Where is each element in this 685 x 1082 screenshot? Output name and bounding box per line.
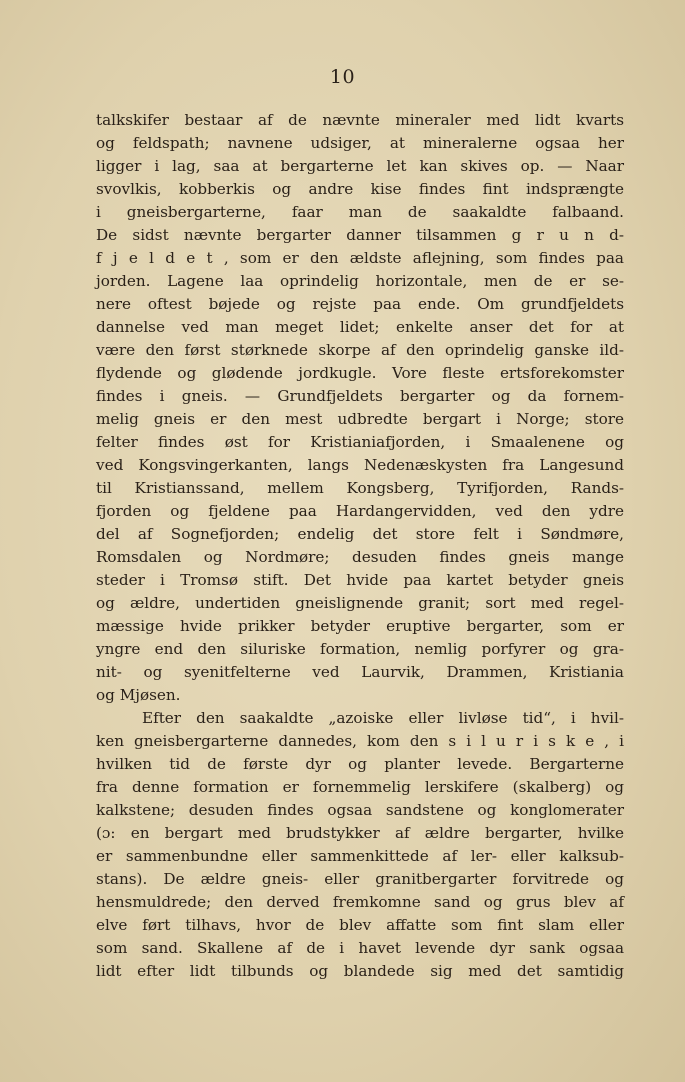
text-line: til Kristianssand, mellem Kongsberg, Tyrifjorden, Rands- bbox=[96, 479, 624, 497]
text-line: mæssige hvide prikker betyder eruptive bergarter, som er bbox=[96, 617, 624, 635]
text-line: lidt efter lidt tilbunds og blandede sig med det samtidig bbox=[96, 962, 624, 980]
text-line: er sammenbundne eller sammenkittede af ler- eller kalksub- bbox=[96, 847, 624, 865]
page-number: 10 bbox=[329, 66, 356, 88]
text-line: De sidst nævnte bergarter danner tilsammen g r u n d- bbox=[96, 226, 624, 244]
text-line: melig gneis er den mest udbredte bergart i Norge; store bbox=[96, 410, 624, 428]
text-line: og ældre, undertiden gneislignende granit; sort med regel- bbox=[96, 594, 624, 612]
text-line: jorden. Lagene laa oprindelig horizontale, men de er se- bbox=[96, 272, 624, 290]
text-line: del af Sognefjorden; endelig det store felt i Søndmøre, bbox=[96, 525, 624, 543]
text-line: dannelse ved man meget lidet; enkelte anser det for at bbox=[96, 318, 624, 336]
text-line: i gneisbergarterne, faar man de saakaldte falbaand. bbox=[96, 203, 624, 221]
text-line: ved Kongsvingerkanten, langs Nedenæskysten fra Langesund bbox=[96, 456, 624, 474]
text-line: ken gneisbergarterne dannedes, kom den s i l u r i s k e , i bbox=[96, 732, 624, 750]
body-text bbox=[96, 109, 624, 983]
text-line: talkskifer bestaar af de nævnte mineraler med lidt kvarts bbox=[96, 111, 624, 129]
text-line: ligger i lag, saa at bergarterne let kan skives op. — Naar bbox=[96, 157, 624, 175]
text-line: Efter den saakaldte „azoiske eller livløse tid“, i hvil- bbox=[142, 709, 624, 727]
text-line: felter findes øst for Kristianiafjorden, i Smaalenene og bbox=[96, 433, 624, 451]
text-line: findes i gneis. — Grundfjeldets bergarter og da fornem- bbox=[96, 387, 624, 405]
text-line: nere oftest bøjede og rejste paa ende. Om grundfjeldets bbox=[96, 295, 624, 313]
paragraph bbox=[96, 707, 624, 983]
text-line: som sand. Skallene af de i havet levende dyr sank ogsaa bbox=[96, 939, 624, 957]
text-line: flydende og glødende jordkugle. Vore fleste ertsforekomster bbox=[96, 364, 624, 382]
text-line: (ɔ: en bergart med brudstykker af ældre bergarter, hvilke bbox=[96, 824, 624, 842]
text-line: hensmuldrede; den derved fremkomne sand og grus blev af bbox=[96, 893, 624, 911]
text-line: nit- og syenitfelterne ved Laurvik, Drammen, Kristiania bbox=[96, 663, 624, 681]
text-line: hvilken tid de første dyr og planter levede. Bergarterne bbox=[96, 755, 624, 773]
text-line: elve ført tilhavs, hvor de blev affatte som fint slam eller bbox=[96, 916, 624, 934]
text-line: svovlkis, kobberkis og andre kise findes fint indsprængte bbox=[96, 180, 624, 198]
text-line: fra denne formation er fornemmelig lerskifere (skalberg) og bbox=[96, 778, 624, 796]
paragraph bbox=[96, 109, 624, 707]
text-line: stans). De ældre gneis- eller granitbergarter forvitrede og bbox=[96, 870, 624, 888]
text-line: steder i Tromsø stift. Det hvide paa kartet betyder gneis bbox=[96, 571, 624, 589]
text-line: og feldspath; navnene udsiger, at mineralerne ogsaa her bbox=[96, 134, 624, 152]
text-line: kalkstene; desuden findes ogsaa sandstene og konglomerater bbox=[96, 801, 624, 819]
text-line: f j e l d e t , som er den ældste aflejning, som findes paa bbox=[96, 249, 624, 267]
text-line: yngre end den siluriske formation, nemlig porfyrer og gra- bbox=[96, 640, 624, 658]
text-line: Romsdalen og Nordmøre; desuden findes gneis mange bbox=[96, 548, 624, 566]
text-line: være den først størknede skorpe af den oprindelig ganske ild- bbox=[96, 341, 624, 359]
text-line: fjorden og fjeldene paa Hardangervidden, ved den ydre bbox=[96, 502, 624, 520]
text-line: og Mjøsen. bbox=[96, 686, 181, 704]
